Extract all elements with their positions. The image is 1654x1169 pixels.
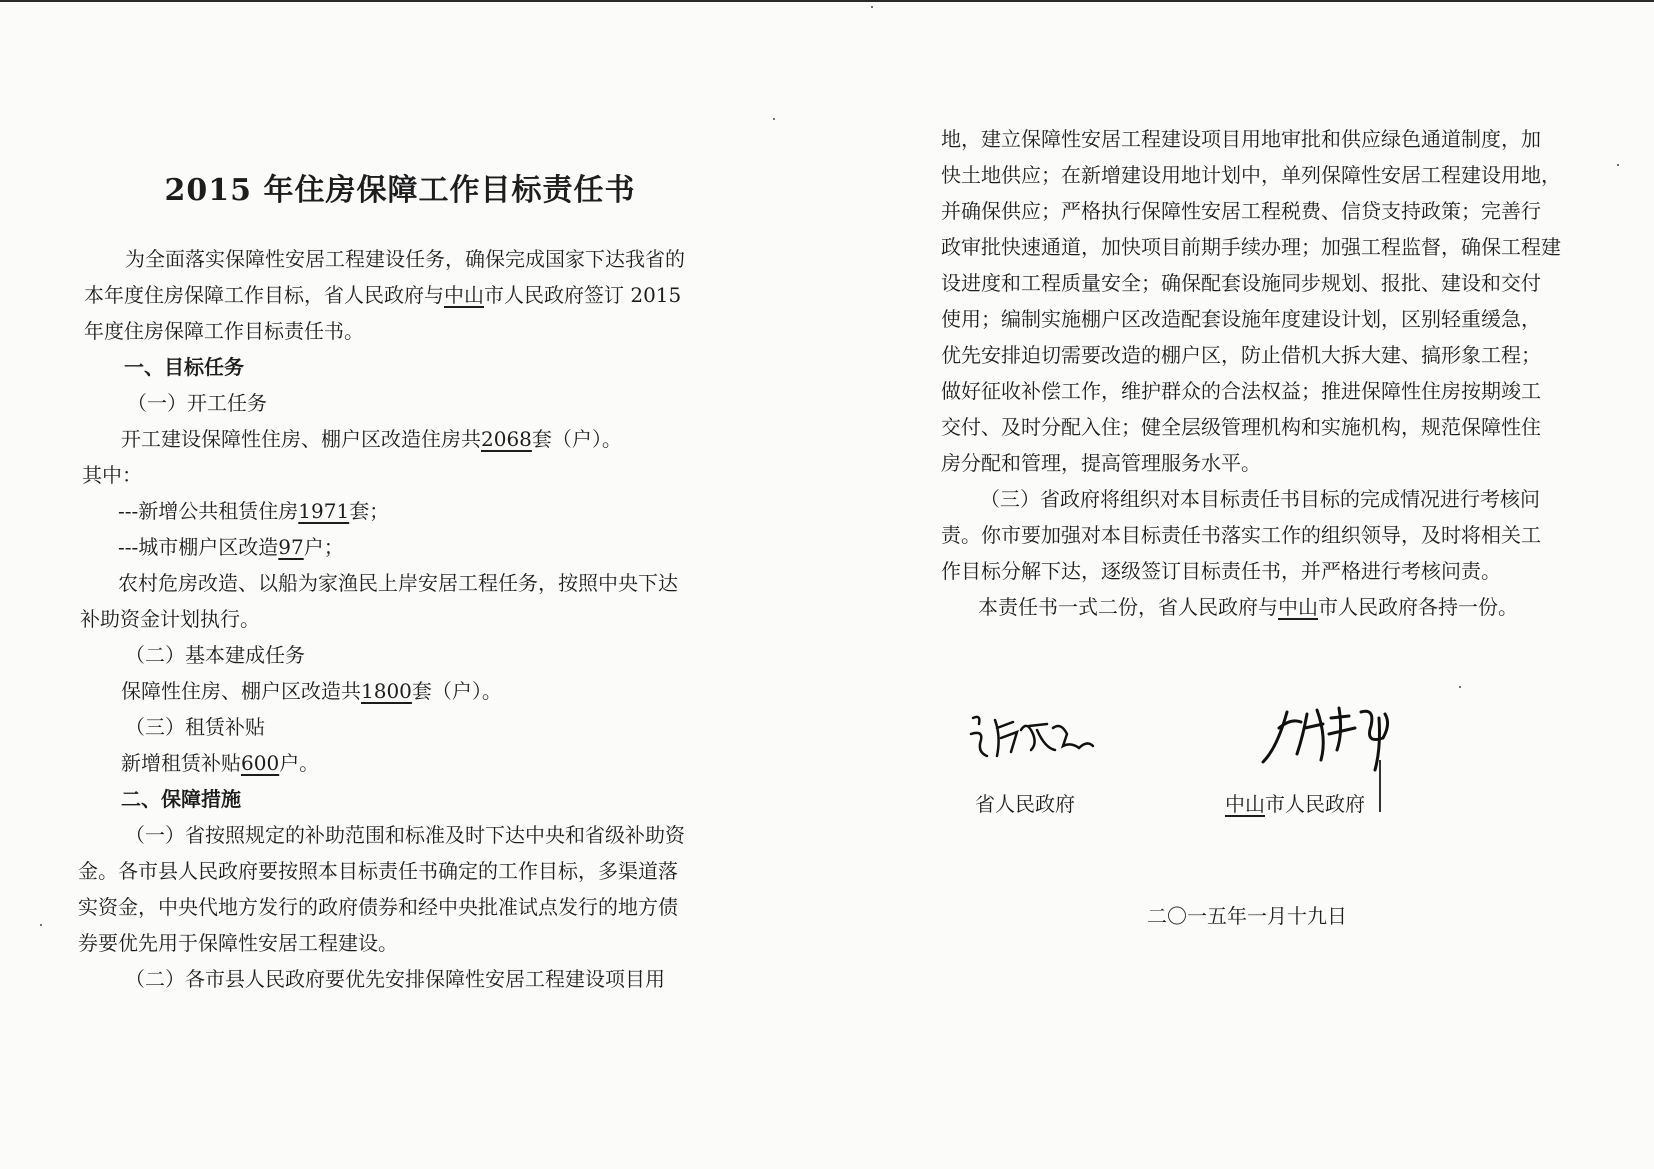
paragraph-3-line-2: 责。你市要加强对本目标责任书落实工作的组织领导，及时将相关工 — [941, 523, 1541, 547]
paragraph-3-line-3: 作目标分解下达，逐级签订目标责任书，并严格进行考核问责。 — [941, 559, 1501, 583]
shantytown-line: ---城市棚户区改造97户； — [118, 535, 344, 559]
signing-date: 二〇一五年一月十九日 — [1147, 904, 1347, 928]
construction-total-line: 开工建设保障性住房、棚户区改造住房共2068套（户）。 — [121, 427, 622, 451]
section-heading-targets: 一、目标任务 — [124, 355, 244, 379]
right-page — [827, 0, 1654, 1169]
public-rental-value: 1971 — [298, 499, 350, 523]
right-line-2: 快土地供应；在新增建设用地计划中，单列保障性安居工程建设用地， — [941, 163, 1561, 187]
subheading-construction: （一）开工任务 — [127, 391, 267, 415]
right-line-7: 优先安排迫切需要改造的棚户区，防止借机大拆大建、搞形象工程； — [941, 343, 1541, 367]
intro-line-2: 本年度住房保障工作目标，省人民政府与中山市人民政府签订 2015 — [84, 283, 682, 307]
city-name: 中山 — [444, 283, 484, 307]
paragraph-3-line-1: （三）省政府将组织对本目标责任书目标的完成情况进行考核问 — [980, 487, 1540, 511]
measure-1-line-3: 实资金，中央代地方发行的政府债券和经中央批准试点发行的地方债 — [78, 895, 678, 919]
rural-line-2: 补助资金计划执行。 — [80, 607, 260, 631]
scan-speck — [1617, 164, 1619, 166]
completion-line: 保障性住房、棚户区改造共1800套（户）。 — [121, 679, 502, 703]
city-name: 中山 — [1225, 792, 1265, 816]
scan-speck — [1459, 686, 1461, 688]
right-line-10: 房分配和管理，提高管理服务水平。 — [941, 451, 1261, 475]
city-name: 中山 — [1278, 595, 1318, 619]
right-line-4: 政审批快速通道，加快项目前期手续办理；加强工程监督，确保工程建 — [941, 235, 1561, 259]
scan-speck — [40, 924, 42, 926]
construction-total-value: 2068 — [481, 427, 532, 451]
measure-1-line-2: 金。各市县人民政府要按照本目标责任书确定的工作目标，多渠道落 — [78, 859, 678, 883]
rental-subsidy-value: 600 — [241, 751, 280, 775]
completion-value: 1800 — [361, 679, 412, 703]
rental-subsidy-line: 新增租赁补贴600户。 — [121, 751, 320, 775]
document-title: 2015 年住房保障工作目标责任书 — [164, 173, 636, 208]
signature-stroke-tail — [1379, 760, 1381, 812]
intro-line-1: 为全面落实保障性安居工程建设任务，确保完成国家下达我省的 — [125, 247, 685, 271]
municipal-government-label: 中山市人民政府 — [1225, 792, 1365, 816]
intro-line-3: 年度住房保障工作目标责任书。 — [84, 319, 364, 343]
public-rental-line: ---新增公共租赁住房1971套； — [118, 499, 390, 523]
among-label: 其中： — [82, 463, 142, 487]
scan-speck — [871, 6, 873, 8]
provincial-government-label: 省人民政府 — [975, 792, 1075, 816]
municipal-signature — [1257, 688, 1407, 788]
rural-line-1: 农村危房改造、以船为家渔民上岸安居工程任务，按照中央下达 — [118, 571, 678, 595]
right-line-6: 使用；编制实施棚户区改造配套设施年度建设计划，区别轻重缓急， — [941, 307, 1541, 331]
right-line-3: 并确保供应；严格执行保障性安居工程税费、信贷支持政策；完善行 — [941, 199, 1541, 223]
measure-1-line-4: 券要优先用于保障性安居工程建设。 — [78, 931, 398, 955]
subheading-rental-subsidy: （三）租赁补贴 — [125, 715, 265, 739]
provincial-signature — [967, 700, 1107, 770]
copies-line: 本责任书一式二份，省人民政府与中山市人民政府各持一份。 — [978, 595, 1518, 619]
right-line-8: 做好征收补偿工作，维护群众的合法权益；推进保障性住房按期竣工 — [941, 379, 1541, 403]
right-line-5: 设进度和工程质量安全；确保配套设施同步规划、报批、建设和交付 — [941, 271, 1541, 295]
section-heading-measures: 二、保障措施 — [121, 787, 241, 811]
shantytown-value: 97 — [278, 535, 304, 559]
measure-2-line-1: （二）各市县人民政府要优先安排保障性安居工程建设项目用 — [125, 967, 665, 991]
measure-1-line-1: （一）省按照规定的补助范围和标准及时下达中央和省级补助资 — [125, 823, 685, 847]
right-line-1: 地，建立保障性安居工程建设项目用地审批和供应绿色通道制度，加 — [941, 127, 1541, 151]
scan-speck — [773, 118, 775, 120]
subheading-completion: （二）基本建成任务 — [125, 643, 305, 667]
right-line-9: 交付、及时分配入住；健全层级管理机构和实施机构，规范保障性住 — [941, 415, 1541, 439]
